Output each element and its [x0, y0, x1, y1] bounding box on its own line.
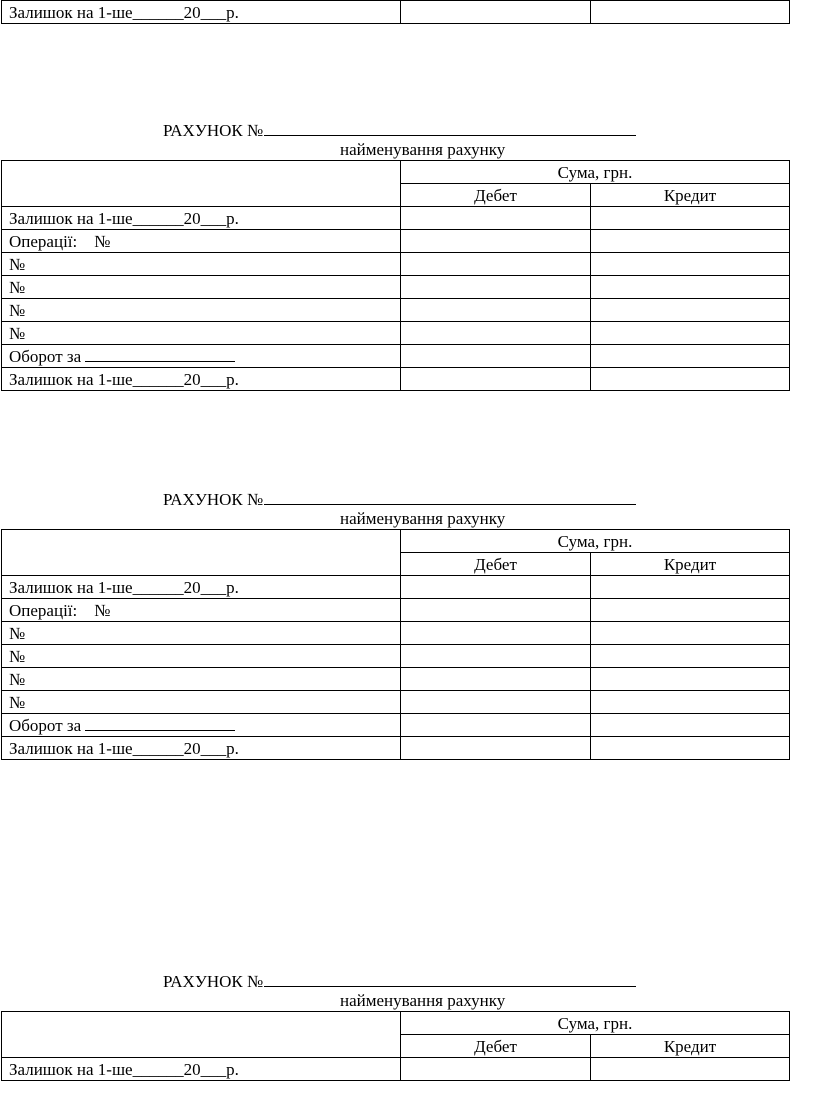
- row-label: №: [2, 276, 401, 299]
- debit-cell: [401, 345, 591, 368]
- top-balance-table: [1, 0, 790, 24]
- credit-cell: [591, 1, 790, 24]
- table-row: [2, 276, 790, 299]
- debit-cell: [401, 622, 591, 645]
- table-row: [2, 599, 790, 622]
- row-label: Залишок на 1-ше______20___р.: [2, 1058, 401, 1081]
- table-row: [2, 345, 790, 368]
- credit-cell: [591, 368, 790, 391]
- row-label: Залишок на 1-ше______20___р.: [2, 737, 401, 760]
- sum-header: Сума, грн.: [401, 1012, 790, 1035]
- credit-cell: [591, 299, 790, 322]
- account-heading: [163, 117, 636, 141]
- debit-cell: [401, 1058, 591, 1081]
- turnover-line: [85, 714, 235, 731]
- debit-cell: [401, 599, 591, 622]
- credit-header: Кредит: [591, 1035, 790, 1058]
- table-row: [2, 299, 790, 322]
- credit-cell: [591, 207, 790, 230]
- account-name-line: [264, 117, 636, 136]
- sum-header: Сума, грн.: [401, 161, 790, 184]
- credit-cell: [591, 276, 790, 299]
- debit-cell: [401, 368, 591, 391]
- row-label: Оборот за: [9, 347, 82, 366]
- header-empty-cell: [2, 161, 401, 207]
- credit-cell: [591, 599, 790, 622]
- account-subtitle: найменування рахунку: [340, 991, 506, 1010]
- turnover-line: [85, 345, 235, 362]
- turnover-cell: [2, 714, 401, 737]
- table-row: [2, 737, 790, 760]
- table-row: [2, 668, 790, 691]
- table-row: [2, 253, 790, 276]
- table-row: [2, 645, 790, 668]
- row-label: Операції: №: [2, 230, 401, 253]
- table-row: [2, 576, 790, 599]
- header-empty-cell: [2, 530, 401, 576]
- account-name-line: [264, 486, 636, 505]
- debit-cell: [401, 691, 591, 714]
- row-label: Залишок на 1-ше______20___р.: [2, 207, 401, 230]
- debit-cell: [401, 645, 591, 668]
- account-table: [1, 1011, 790, 1081]
- debit-cell: [401, 576, 591, 599]
- account-subtitle: найменування рахунку: [340, 140, 506, 159]
- credit-cell: [591, 691, 790, 714]
- row-label: Залишок на 1-ше______20___р.: [2, 576, 401, 599]
- row-label: №: [2, 299, 401, 322]
- row-label: №: [2, 668, 401, 691]
- debit-cell: [401, 253, 591, 276]
- row-label: №: [2, 322, 401, 345]
- debit-header: Дебет: [401, 1035, 591, 1058]
- sum-header: Сума, грн.: [401, 530, 790, 553]
- row-label: №: [2, 622, 401, 645]
- turnover-cell: [2, 345, 401, 368]
- debit-header: Дебет: [401, 553, 591, 576]
- debit-cell: [401, 322, 591, 345]
- credit-cell: [591, 737, 790, 760]
- table-row: [2, 230, 790, 253]
- debit-cell: [401, 207, 591, 230]
- table-row: [2, 530, 790, 553]
- debit-header: Дебет: [401, 184, 591, 207]
- table-row: [2, 622, 790, 645]
- row-label: Оборот за: [9, 716, 82, 735]
- account-table: [1, 160, 790, 391]
- account-title: РАХУНОК №: [163, 121, 264, 140]
- table-row: [2, 714, 790, 737]
- row-label: Залишок на 1-ше______20___р.: [2, 368, 401, 391]
- credit-cell: [591, 622, 790, 645]
- table-row: [2, 368, 790, 391]
- credit-cell: [591, 714, 790, 737]
- account-name-line: [264, 968, 636, 987]
- row-label: №: [2, 645, 401, 668]
- credit-cell: [591, 230, 790, 253]
- debit-cell: [401, 299, 591, 322]
- account-table: [1, 529, 790, 760]
- table-row: [2, 1012, 790, 1035]
- debit-cell: [401, 1, 591, 24]
- row-label: №: [2, 691, 401, 714]
- header-empty-cell: [2, 1012, 401, 1058]
- credit-header: Кредит: [591, 553, 790, 576]
- table-row: [2, 1, 790, 24]
- credit-cell: [591, 322, 790, 345]
- credit-cell: [591, 1058, 790, 1081]
- debit-cell: [401, 737, 591, 760]
- credit-cell: [591, 668, 790, 691]
- account-heading: [163, 968, 636, 992]
- credit-cell: [591, 345, 790, 368]
- credit-cell: [591, 645, 790, 668]
- table-row: [2, 691, 790, 714]
- table-row: [2, 322, 790, 345]
- table-row: [2, 161, 790, 184]
- credit-cell: [591, 253, 790, 276]
- debit-cell: [401, 668, 591, 691]
- table-row: [2, 207, 790, 230]
- table-row: [2, 1058, 790, 1081]
- row-label: №: [2, 253, 401, 276]
- debit-cell: [401, 714, 591, 737]
- debit-cell: [401, 230, 591, 253]
- row-label: Залишок на 1-ше______20___р.: [2, 1, 401, 24]
- credit-header: Кредит: [591, 184, 790, 207]
- row-label: Операції: №: [2, 599, 401, 622]
- account-title: РАХУНОК №: [163, 972, 264, 991]
- debit-cell: [401, 276, 591, 299]
- account-subtitle: найменування рахунку: [340, 509, 506, 528]
- account-heading: [163, 486, 636, 510]
- account-title: РАХУНОК №: [163, 490, 264, 509]
- credit-cell: [591, 576, 790, 599]
